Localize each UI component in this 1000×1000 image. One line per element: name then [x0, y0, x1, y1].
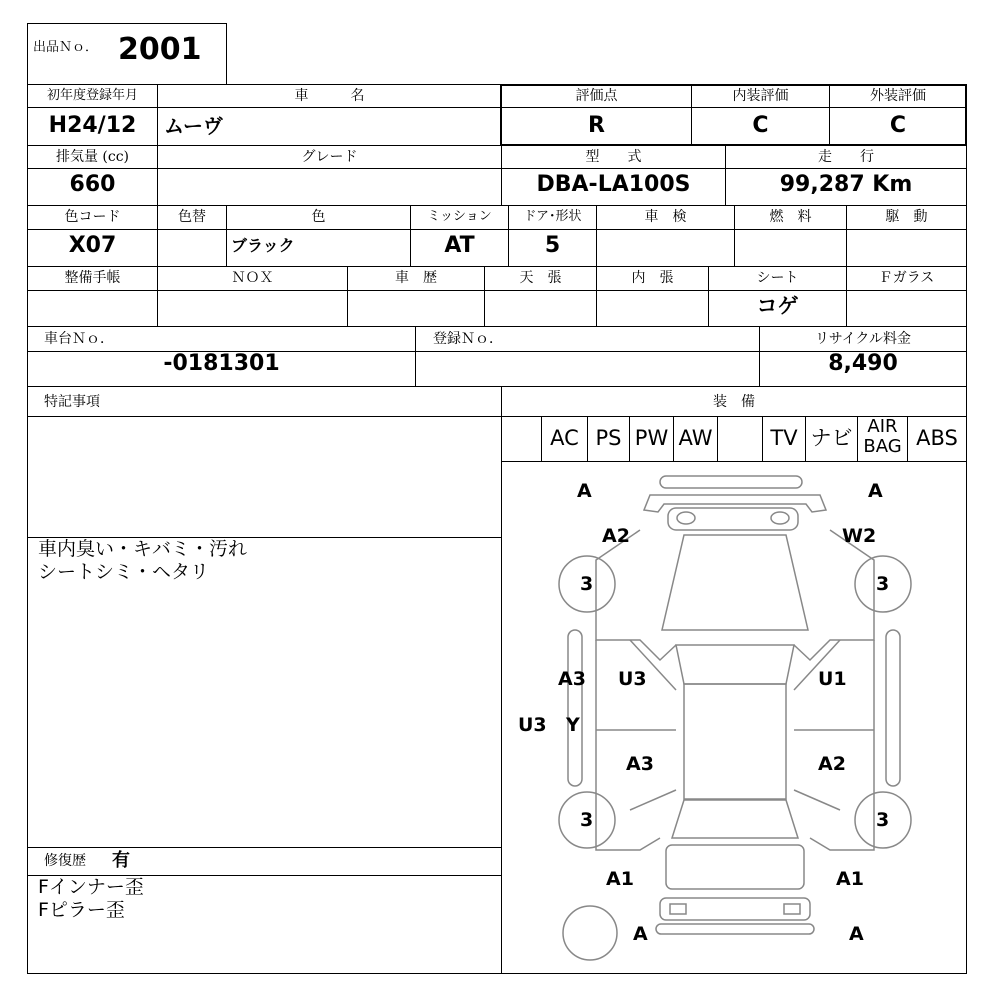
mark-tire-front-right: 3	[876, 573, 890, 595]
mark-front-door-left-a: A3	[558, 668, 586, 690]
inner-trim-label: 内 張	[631, 270, 674, 286]
mark-front-door-left-b: U3	[618, 668, 647, 690]
chassis-number-label: 車台Ｎｏ．	[44, 331, 114, 347]
displacement-label: 排気量 (cc)	[55, 149, 130, 165]
mark-rear-left-corner: A	[633, 923, 648, 945]
equipment-ps: PS	[595, 426, 622, 450]
mark-front-right-corner: A	[868, 480, 883, 502]
recycle-fee: 8,490	[828, 351, 898, 376]
equipment-ac: AC	[550, 426, 579, 450]
mark-front-door-right: U1	[818, 668, 847, 690]
equipment-pw: PW	[634, 426, 669, 450]
seat-condition: コゲ	[756, 294, 799, 318]
front-glass-label: Ｆガラス	[878, 270, 935, 286]
mileage-label: 走 行	[818, 149, 874, 165]
exterior-grade-label: 外装評価	[870, 88, 926, 104]
grade-label: グレード	[301, 149, 358, 165]
transmission: AT	[444, 233, 475, 258]
first-registration-label: 初年度登録年月	[46, 88, 138, 103]
mark-front-left-corner: A	[577, 480, 592, 502]
model-code: DBA-LA100S	[536, 172, 691, 197]
model-code-label: 型 式	[585, 149, 642, 165]
score: R	[588, 113, 605, 138]
fuel-label: 燃 料	[769, 209, 812, 225]
equipment-airbag: AIR BAG	[863, 416, 902, 457]
vehicle-history-label: 車 歴	[395, 270, 437, 286]
mark-rear-right-corner: A	[849, 923, 864, 945]
registration-number-label: 登録Ｎｏ．	[433, 331, 503, 347]
color: ブラック	[231, 236, 295, 255]
color-code: X07	[68, 233, 117, 258]
drive-label: 駆 動	[885, 209, 928, 225]
mark-quarter-right: A1	[836, 868, 864, 890]
equipment-tv: TV	[770, 426, 798, 450]
first-registration: H24/12	[48, 113, 137, 138]
transmission-label: ミッション	[427, 209, 492, 224]
seat-label: シート	[756, 270, 799, 286]
inspection-label: 車 検	[644, 209, 687, 225]
mark-rear-door-left: A3	[626, 753, 654, 775]
lot-number-label: 出品Ｎｏ．	[33, 40, 99, 55]
nox-label: ＮＯＸ	[231, 270, 274, 286]
exterior-grade: C	[889, 113, 907, 138]
repair-history-text: Fインナー歪 Fピラー歪	[38, 876, 144, 921]
repaint-label: 色替	[178, 209, 206, 225]
mark-quarter-left: A1	[606, 868, 634, 890]
door-count: 5	[544, 233, 561, 258]
special-notes-text: 車内臭い・キバミ・汚れ シートシミ・ヘタリ	[38, 538, 248, 583]
mark-sill-left: U3	[518, 714, 547, 736]
mark-rear-door-right: A2	[818, 753, 846, 775]
recycle-fee-label: リサイクル料金	[814, 331, 912, 347]
door-label: ドア･形状	[523, 209, 582, 224]
maintenance-book-label: 整備手帳	[64, 270, 121, 286]
mark-fender-left: A2	[602, 525, 630, 547]
mark-tire-front-left: 3	[580, 573, 594, 595]
repair-history-value: 有	[112, 850, 130, 871]
repair-history-label: 修復歴	[44, 853, 86, 869]
car-name-label: 車 名	[294, 88, 365, 104]
equipment-navi: ナビ	[810, 426, 853, 450]
mileage: 99,287 Km	[779, 172, 913, 197]
color-label: 色	[311, 209, 326, 225]
car-name: ムーヴ	[164, 114, 223, 138]
ceiling-label: 天 張	[519, 270, 562, 286]
mark-sill-left-b: Y	[566, 714, 580, 736]
interior-grade: C	[752, 113, 769, 138]
equipment-label: 装 備	[713, 394, 755, 410]
mark-tire-rear-right: 3	[876, 809, 890, 831]
lot-number: 2001	[118, 32, 202, 67]
chassis-number: -0181301	[163, 351, 280, 376]
score-label: 評価点	[575, 88, 618, 104]
mark-fender-right: W2	[842, 525, 877, 547]
equipment-aw: AW	[678, 426, 713, 450]
color-code-label: 色コード	[64, 209, 121, 225]
mark-tire-rear-left: 3	[580, 809, 594, 831]
interior-grade-label: 内装評価	[732, 88, 789, 104]
equipment-abs: ABS	[916, 426, 958, 450]
special-notes-label: 特記事項	[44, 394, 100, 410]
displacement: 660	[69, 172, 116, 197]
